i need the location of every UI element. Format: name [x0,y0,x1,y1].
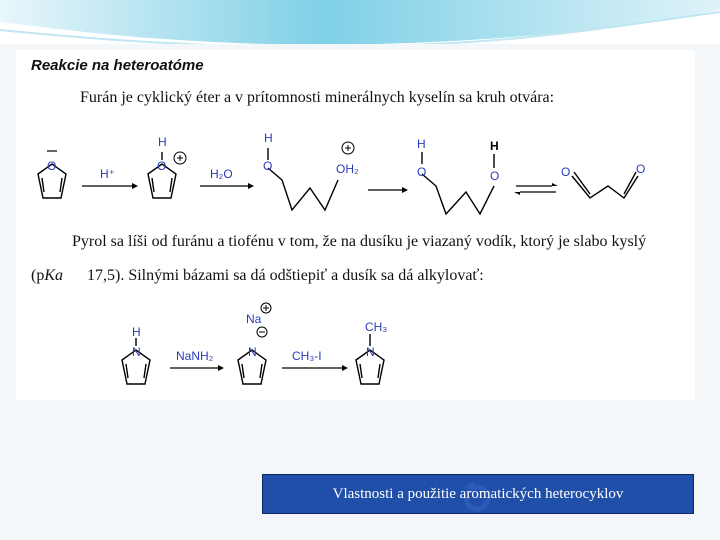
plus-sign [263,305,269,311]
oxygen-label: O [263,159,273,173]
enol-intermediate [422,152,494,214]
hydrogen-label: H [264,131,273,145]
pka-prefix: (p [31,267,45,284]
reagent-acid: H⁺ [100,167,115,181]
succinaldehyde [572,172,638,198]
hydrogen-label: H [132,325,141,339]
arrow-head [248,183,254,189]
reagent-methyl-iodide: CH₃-I [292,349,322,363]
arrow-head [402,187,408,193]
pka-symbol: Ka [44,267,63,284]
paragraph-pyrrole: Pyrol sa líši od furánu a tiofénu v tom, že na dusíku je viazaný vodík, ktorý je slabo kyslý [72,233,647,250]
oxygen-label: O [561,165,571,179]
arrow-head [514,192,520,195]
reagent-water: H₂O [210,167,233,181]
hydrogen-label: H [490,139,499,153]
oxygen-label: O [157,159,167,173]
furan-ring-opening-scheme [20,128,690,228]
nitrogen-label: N [132,345,141,359]
nitrogen-label: N [366,345,375,359]
paragraph-furan: Furán je cyklický éter a v prítomnosti minerálnych kyselín sa kruh otvára: [80,89,555,106]
oxygen-label: O [636,162,646,176]
plus-sign [177,155,183,161]
methyl-label: CH₃ [365,320,388,334]
footer-title: Vlastnosti a použitie aromatických heterocyklov [332,485,624,502]
oxonium-label: OH₂ [336,162,359,176]
arrow-head [552,183,558,186]
pka-rest: 17,5). Silnými bázami sa dá odštiepiť a dusík sa dá alkylovať: [87,267,484,284]
section-heading: Reakcie na heteroatóme [31,57,204,74]
open-chain-intermediate [268,148,338,210]
pyrrole-alkylation-scheme [110,298,410,396]
sodium-label: Na [246,312,262,326]
reagent-sodamide: NaNH₂ [176,349,214,363]
oxygen-label: O [417,165,427,179]
nitrogen-label: N [248,345,257,359]
arrow-head [132,183,138,189]
hydrogen-label: H [417,137,426,151]
arrow-head [342,365,348,371]
oxygen-label: O [47,159,57,173]
n-methylpyrrole [356,334,384,384]
hydrogen-label: H [158,135,167,149]
plus-sign [345,145,351,151]
oxygen-label: O [490,169,500,183]
arrow-head [218,365,224,371]
paragraph-pka [31,267,484,285]
